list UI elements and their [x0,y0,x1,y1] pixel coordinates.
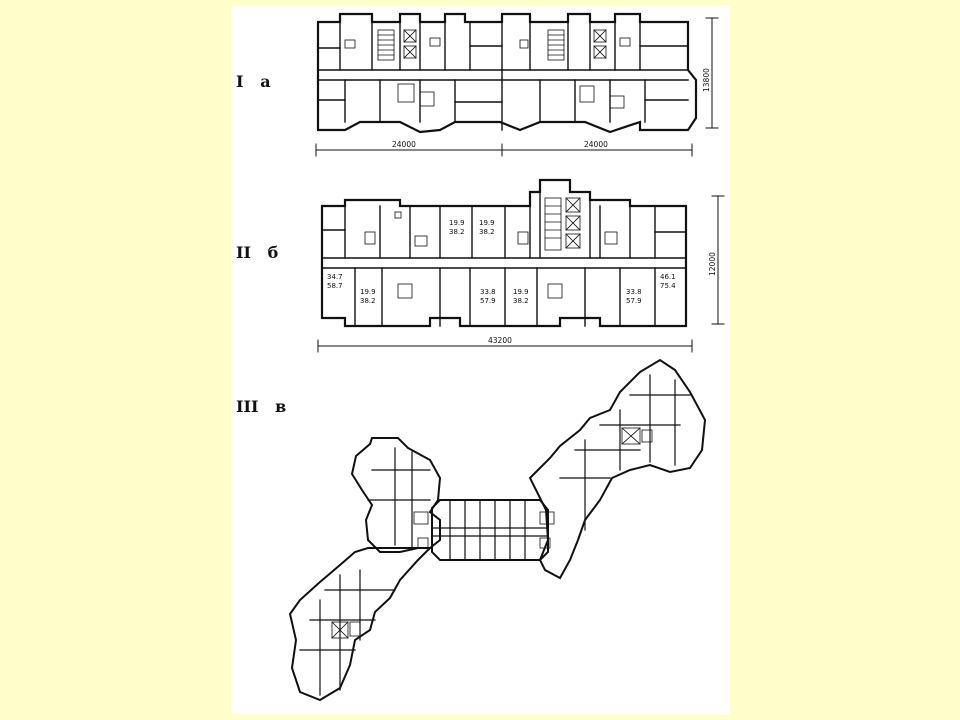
plan-label-1: I а [236,72,271,91]
plan-label-3: III в [236,397,287,416]
room-area: 46.1 [660,273,676,281]
room-area: 19.9 [513,288,529,296]
room-area: 19.9 [479,219,495,227]
room-area: 19.9 [449,219,465,227]
plan-3-floorplan [290,360,705,700]
plan-1-floorplan [316,14,718,156]
room-area: 75.4 [660,282,676,290]
room-area: 38.2 [449,228,465,236]
room-area: 33.8 [480,288,496,296]
room-area: 38.2 [360,297,376,305]
plan-2-floorplan [318,180,724,352]
room-area: 58.7 [327,282,343,290]
dim-plan1-left: 24000 [392,140,416,149]
dim-plan2-horizontal: 43200 [488,336,512,345]
dim-plan1-vertical: 13800 [702,68,711,92]
room-area: 33.8 [626,288,642,296]
plan-label-2: II б [236,243,279,262]
room-area: 34.7 [327,273,343,281]
room-area: 57.9 [626,297,642,305]
room-area: 38.2 [479,228,495,236]
dim-plan1-right: 24000 [584,140,608,149]
room-area: 38.2 [513,297,529,305]
room-area: 19.9 [360,288,376,296]
room-area: 57.9 [480,297,496,305]
dim-plan2-vertical: 12000 [708,252,717,276]
